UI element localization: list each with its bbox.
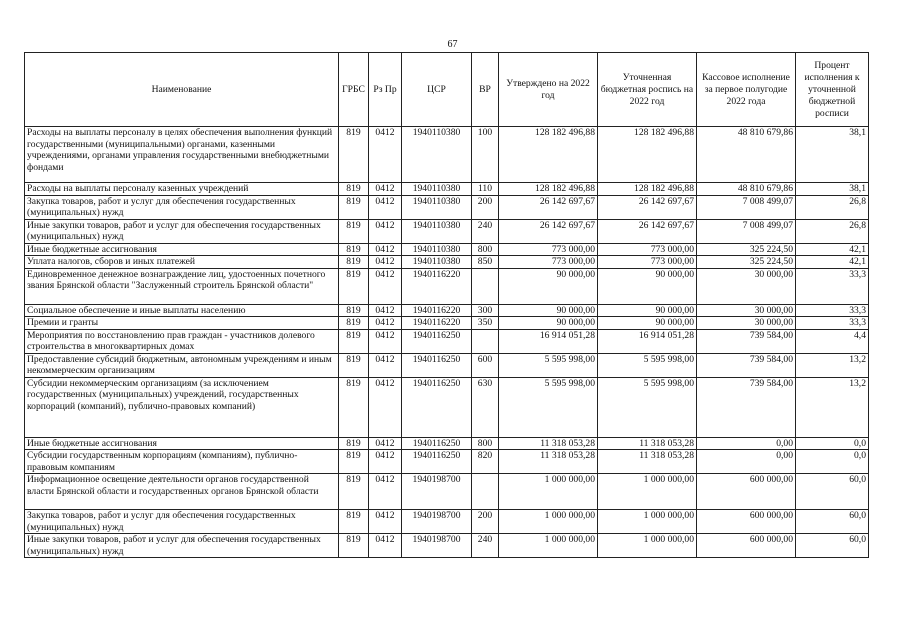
row-csr-cell: 1940116220 (402, 317, 472, 330)
row-rzpr-cell: 0412 (369, 329, 402, 353)
row-vr-cell: 240 (472, 534, 499, 558)
row-vr-cell: 800 (472, 437, 499, 450)
row-approved-cell: 26 142 697,67 (499, 219, 598, 243)
row-name-cell: Иные бюджетные ассигнования (25, 243, 339, 256)
row-approved-cell: 128 182 496,88 (499, 127, 598, 183)
header-row (25, 53, 869, 127)
row-rzpr-cell: 0412 (369, 219, 402, 243)
row-csr-cell: 1940116250 (402, 450, 472, 474)
row-revised-cell: 11 318 053,28 (598, 437, 697, 450)
row-csr-cell: 1940198700 (402, 534, 472, 558)
header-approved: Утверждено на 2022 год (499, 53, 598, 127)
row-name-cell: Единовременное денежное вознаграждение лиц, удостоенных почетного звания Брянской области "Заслуженный строитель Брянской области" (25, 268, 339, 304)
table-row (25, 437, 869, 450)
row-cash-cell: 739 584,00 (697, 377, 796, 437)
row-cash-cell: 739 584,00 (697, 353, 796, 377)
row-name-cell: Премии и гранты (25, 317, 339, 330)
row-rzpr-cell: 0412 (369, 268, 402, 304)
row-approved-cell: 128 182 496,88 (499, 183, 598, 196)
table-body (25, 127, 869, 558)
table-row (25, 268, 869, 304)
row-vr-cell: 800 (472, 243, 499, 256)
row-approved-cell: 11 318 053,28 (499, 450, 598, 474)
header-name: Наименование (25, 53, 339, 127)
row-csr-cell: 1940116250 (402, 377, 472, 437)
row-percent-cell: 42,1 (796, 243, 869, 256)
row-revised-cell: 11 318 053,28 (598, 450, 697, 474)
row-cash-cell: 600 000,00 (697, 534, 796, 558)
row-rzpr-cell: 0412 (369, 195, 402, 219)
row-grbs-cell: 819 (339, 329, 369, 353)
row-approved-cell: 90 000,00 (499, 304, 598, 317)
row-name-cell: Предоставление субсидий бюджетным, автономным учреждениям и иным некоммерческим организациям (25, 353, 339, 377)
row-cash-cell: 7 008 499,07 (697, 219, 796, 243)
row-approved-cell: 11 318 053,28 (499, 437, 598, 450)
table-row (25, 304, 869, 317)
row-rzpr-cell: 0412 (369, 510, 402, 534)
row-rzpr-cell: 0412 (369, 377, 402, 437)
row-csr-cell: 1940110380 (402, 256, 472, 269)
table-row (25, 329, 869, 353)
row-grbs-cell: 819 (339, 127, 369, 183)
row-approved-cell: 5 595 998,00 (499, 353, 598, 377)
row-csr-cell: 1940110380 (402, 127, 472, 183)
row-percent-cell: 42,1 (796, 256, 869, 269)
row-vr-cell: 600 (472, 353, 499, 377)
row-grbs-cell: 819 (339, 268, 369, 304)
row-rzpr-cell: 0412 (369, 437, 402, 450)
row-revised-cell: 1 000 000,00 (598, 534, 697, 558)
row-cash-cell: 325 224,50 (697, 243, 796, 256)
header-grbs: ГРБС (339, 53, 369, 127)
row-approved-cell: 90 000,00 (499, 317, 598, 330)
row-percent-cell: 0,0 (796, 450, 869, 474)
row-percent-cell: 26,8 (796, 219, 869, 243)
row-percent-cell: 38,1 (796, 183, 869, 196)
row-revised-cell: 90 000,00 (598, 317, 697, 330)
header-csr: ЦСР (402, 53, 472, 127)
page-number: 67 (447, 39, 458, 50)
row-percent-cell: 38,1 (796, 127, 869, 183)
table-row (25, 377, 869, 437)
row-revised-cell: 90 000,00 (598, 268, 697, 304)
row-vr-cell: 300 (472, 304, 499, 317)
row-csr-cell: 1940116250 (402, 329, 472, 353)
row-approved-cell: 90 000,00 (499, 268, 598, 304)
header-cash: Кассовое исполнение за первое полугодие 2022 года (697, 53, 796, 127)
row-name-cell: Иные бюджетные ассигнования (25, 437, 339, 450)
row-csr-cell: 1940116220 (402, 304, 472, 317)
row-cash-cell: 0,00 (697, 450, 796, 474)
row-percent-cell: 4,4 (796, 329, 869, 353)
table-row (25, 450, 869, 474)
row-revised-cell: 773 000,00 (598, 243, 697, 256)
row-vr-cell: 110 (472, 183, 499, 196)
row-percent-cell: 33,3 (796, 268, 869, 304)
row-name-cell: Закупка товаров, работ и услуг для обеспечения государственных (муниципальных) нужд (25, 510, 339, 534)
row-csr-cell: 1940116250 (402, 353, 472, 377)
header-revised: Уточненная бюджетная роспись на 2022 год (598, 53, 697, 127)
row-approved-cell: 26 142 697,67 (499, 195, 598, 219)
row-percent-cell: 26,8 (796, 195, 869, 219)
row-approved-cell: 773 000,00 (499, 256, 598, 269)
row-rzpr-cell: 0412 (369, 353, 402, 377)
row-revised-cell: 5 595 998,00 (598, 353, 697, 377)
row-grbs-cell: 819 (339, 317, 369, 330)
row-rzpr-cell: 0412 (369, 183, 402, 196)
row-vr-cell: 350 (472, 317, 499, 330)
row-cash-cell: 30 000,00 (697, 317, 796, 330)
row-name-cell: Субсидии государственным корпорациям (компаниям), публично-правовым компаниям (25, 450, 339, 474)
row-name-cell: Информационное освещение деятельности органов государственной власти Брянской области и государственных органов Брянской области (25, 474, 339, 510)
table-row (25, 183, 869, 196)
row-grbs-cell: 819 (339, 450, 369, 474)
row-name-cell: Мероприятия по восстановлению прав граждан - участников долевого строительства в многоквартирных домах (25, 329, 339, 353)
row-percent-cell: 33,3 (796, 317, 869, 330)
row-csr-cell: 1940116250 (402, 437, 472, 450)
table-row (25, 127, 869, 183)
row-rzpr-cell: 0412 (369, 474, 402, 510)
row-approved-cell: 1 000 000,00 (499, 510, 598, 534)
row-vr-cell: 100 (472, 127, 499, 183)
row-percent-cell: 13,2 (796, 353, 869, 377)
row-rzpr-cell: 0412 (369, 304, 402, 317)
row-percent-cell: 60,0 (796, 534, 869, 558)
row-cash-cell: 48 810 679,86 (697, 183, 796, 196)
row-revised-cell: 128 182 496,88 (598, 127, 697, 183)
table-row (25, 195, 869, 219)
row-csr-cell: 1940116220 (402, 268, 472, 304)
row-approved-cell: 1 000 000,00 (499, 474, 598, 510)
row-vr-cell (472, 329, 499, 353)
row-cash-cell: 30 000,00 (697, 304, 796, 317)
row-csr-cell: 1940110380 (402, 183, 472, 196)
row-grbs-cell: 819 (339, 219, 369, 243)
row-name-cell: Уплата налогов, сборов и иных платежей (25, 256, 339, 269)
table-row (25, 353, 869, 377)
row-percent-cell: 0,0 (796, 437, 869, 450)
row-revised-cell: 1 000 000,00 (598, 510, 697, 534)
table-row (25, 243, 869, 256)
row-name-cell: Расходы на выплаты персоналу в целях обеспечения выполнения функций государственными (муниципальными) органами, казенными учреждениями, органами управления государственными внебюджетными фондами (25, 127, 339, 183)
row-approved-cell: 1 000 000,00 (499, 534, 598, 558)
row-revised-cell: 5 595 998,00 (598, 377, 697, 437)
row-grbs-cell: 819 (339, 510, 369, 534)
header-rzpr: Рз Пр (369, 53, 402, 127)
row-grbs-cell: 819 (339, 304, 369, 317)
row-approved-cell: 5 595 998,00 (499, 377, 598, 437)
row-cash-cell: 739 584,00 (697, 329, 796, 353)
row-percent-cell: 13,2 (796, 377, 869, 437)
row-csr-cell: 1940110380 (402, 243, 472, 256)
row-grbs-cell: 819 (339, 195, 369, 219)
row-cash-cell: 600 000,00 (697, 510, 796, 534)
row-vr-cell: 850 (472, 256, 499, 269)
row-rzpr-cell: 0412 (369, 127, 402, 183)
row-approved-cell: 16 914 051,28 (499, 329, 598, 353)
row-csr-cell: 1940110380 (402, 219, 472, 243)
row-grbs-cell: 819 (339, 183, 369, 196)
row-vr-cell: 630 (472, 377, 499, 437)
row-vr-cell: 240 (472, 219, 499, 243)
row-cash-cell: 0,00 (697, 437, 796, 450)
row-vr-cell: 820 (472, 450, 499, 474)
row-name-cell: Закупка товаров, работ и услуг для обеспечения государственных (муниципальных) нужд (25, 195, 339, 219)
row-revised-cell: 1 000 000,00 (598, 474, 697, 510)
row-percent-cell: 60,0 (796, 510, 869, 534)
table-row (25, 474, 869, 510)
row-revised-cell: 26 142 697,67 (598, 195, 697, 219)
row-percent-cell: 60,0 (796, 474, 869, 510)
row-revised-cell: 16 914 051,28 (598, 329, 697, 353)
row-name-cell: Иные закупки товаров, работ и услуг для обеспечения государственных (муниципальных) нужд (25, 219, 339, 243)
row-grbs-cell: 819 (339, 353, 369, 377)
header-percent: Процент исполнения к уточненной бюджетной росписи (796, 53, 869, 127)
row-name-cell: Иные закупки товаров, работ и услуг для обеспечения государственных (муниципальных) нужд (25, 534, 339, 558)
row-percent-cell: 33,3 (796, 304, 869, 317)
row-revised-cell: 773 000,00 (598, 256, 697, 269)
table-row (25, 534, 869, 558)
row-cash-cell: 600 000,00 (697, 474, 796, 510)
row-vr-cell (472, 268, 499, 304)
row-vr-cell: 200 (472, 510, 499, 534)
row-cash-cell: 7 008 499,07 (697, 195, 796, 219)
row-approved-cell: 773 000,00 (499, 243, 598, 256)
row-cash-cell: 325 224,50 (697, 256, 796, 269)
row-grbs-cell: 819 (339, 256, 369, 269)
row-vr-cell: 200 (472, 195, 499, 219)
table-row (25, 219, 869, 243)
row-revised-cell: 128 182 496,88 (598, 183, 697, 196)
header-vr: ВР (472, 53, 499, 127)
row-grbs-cell: 819 (339, 243, 369, 256)
row-csr-cell: 1940198700 (402, 474, 472, 510)
row-revised-cell: 90 000,00 (598, 304, 697, 317)
row-rzpr-cell: 0412 (369, 450, 402, 474)
row-rzpr-cell: 0412 (369, 243, 402, 256)
row-csr-cell: 1940110380 (402, 195, 472, 219)
row-rzpr-cell: 0412 (369, 534, 402, 558)
row-rzpr-cell: 0412 (369, 256, 402, 269)
budget-table (24, 52, 869, 558)
row-grbs-cell: 819 (339, 534, 369, 558)
row-name-cell: Социальное обеспечение и иные выплаты населению (25, 304, 339, 317)
row-rzpr-cell: 0412 (369, 317, 402, 330)
table-row (25, 256, 869, 269)
row-csr-cell: 1940198700 (402, 510, 472, 534)
table-row (25, 510, 869, 534)
row-vr-cell (472, 474, 499, 510)
row-cash-cell: 30 000,00 (697, 268, 796, 304)
row-grbs-cell: 819 (339, 377, 369, 437)
row-name-cell: Субсидии некоммерческим организациям (за исключением государственных (муниципальных) учреждений, государственных корпораций (компаний), публично-правовых компаний) (25, 377, 339, 437)
row-grbs-cell: 819 (339, 437, 369, 450)
row-revised-cell: 26 142 697,67 (598, 219, 697, 243)
table-row (25, 317, 869, 330)
row-cash-cell: 48 810 679,86 (697, 127, 796, 183)
row-grbs-cell: 819 (339, 474, 369, 510)
row-name-cell: Расходы на выплаты персоналу казенных учреждений (25, 183, 339, 196)
